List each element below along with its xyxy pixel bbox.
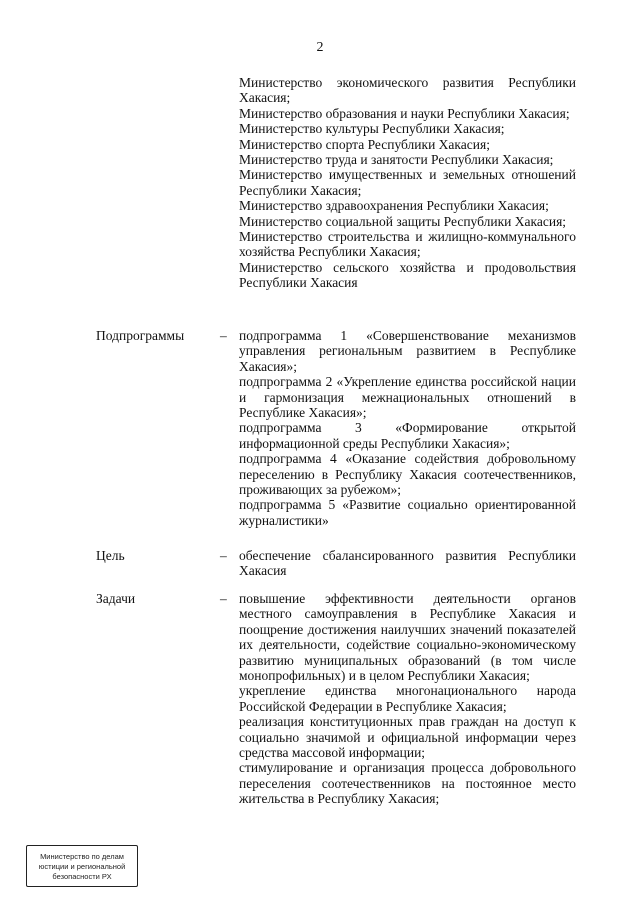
subprograms-dash: –	[220, 328, 227, 343]
executor-item: Министерство образования и науки Республики Хакасия;	[239, 105, 570, 121]
subprogram-item: подпрограмма 4 «Оказание содействия добровольному переселению в Республику Хакасия соотечественников, проживающих за рубежом»;	[239, 451, 576, 498]
executors-list	[239, 75, 576, 291]
task-item: укрепление единства многонационального народа Российской Федерации в Республике Хакасия;	[239, 683, 576, 714]
executor-item: Министерство экономического развития Республики Хакасия;	[239, 75, 576, 106]
subprogram-item: подпрограмма 5 «Развитие социально ориентированной журналистики»	[239, 497, 576, 528]
page-number: 2	[316, 40, 324, 55]
task-item: реализация конституционных прав граждан на доступ к социально значимой и официальной информации через средства массовой информации;	[239, 714, 576, 761]
executor-item: Министерство культуры Республики Хакасия;	[239, 121, 505, 137]
subprogram-item: подпрограмма 3 «Формирование открытой информационной среды Республики Хакасия»;	[239, 420, 576, 451]
executor-item: Министерство спорта Республики Хакасия;	[239, 136, 490, 152]
subprogram-item: подпрограмма 2 «Укрепление единства российской нации и гармонизация межнациональных отношений в Республике Хакасия»;	[239, 374, 576, 421]
ministry-stamp	[26, 845, 138, 887]
subprogram-item: подпрограмма 1 «Совершенствование механизмов управления региональным развитием в Республике Хакасия»;	[239, 328, 576, 374]
subprograms-list	[239, 328, 576, 528]
executor-item: Министерство сельского хозяйства и продовольствия Республики Хакасия	[239, 259, 576, 291]
tasks-list	[239, 591, 576, 807]
stamp-line: безопасности РХ	[52, 872, 112, 881]
executor-item: Министерство строительства и жилищно-коммунального хозяйства Республики Хакасия;	[239, 229, 576, 260]
task-item: стимулирование и организация процесса добровольного переселения соотечественников на постоянное место жительства в Республику Хакасия;	[239, 760, 576, 807]
goal-label: Цель	[96, 548, 125, 563]
goal-item: обеспечение сбалансированного развития Республики Хакасия	[239, 548, 576, 579]
executor-item: Министерство здравоохранения Республики Хакасия;	[239, 198, 549, 214]
stamp-line: Министерство по делам	[40, 852, 124, 861]
tasks-dash: –	[220, 591, 227, 606]
executor-item: Министерство имущественных и земельных отношений Республики Хакасия;	[239, 167, 576, 198]
subprograms-label: Подпрограммы	[96, 328, 185, 343]
task-item: повышение эффективности деятельности органов местного самоуправления в Республике Хакасия и поощрение достижения наилучших значений показателей их деятельности, содействие социально-экономическому развитию муниципальных образований (в том числе монопрофильных) и в целом Республики Хакасия;	[239, 591, 576, 684]
stamp-line: юстиции и региональной	[38, 862, 126, 871]
executor-item: Министерство социальной защиты Республики Хакасия;	[239, 213, 567, 229]
goal-text	[239, 548, 576, 579]
tasks-label: Задачи	[96, 591, 136, 606]
executor-item: Министерство труда и занятости Республики Хакасия;	[239, 152, 554, 168]
goal-dash: –	[220, 548, 227, 563]
